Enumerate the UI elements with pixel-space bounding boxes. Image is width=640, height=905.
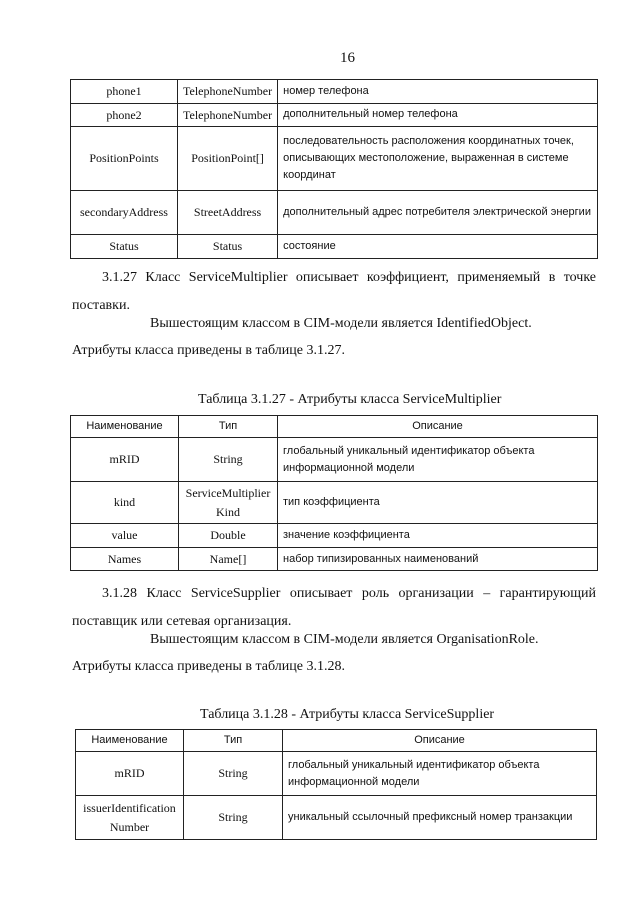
attr-name: value bbox=[71, 524, 179, 548]
table-3-1-27 bbox=[70, 415, 598, 571]
attr-type: Double bbox=[179, 524, 278, 548]
table-row bbox=[71, 438, 598, 482]
attr-description: последовательность расположения координатных точек, описывающих местоположение, выраженная в системе координат bbox=[278, 127, 598, 191]
section-paragraph: 3.1.27 Класс ServiceMultiplier описывает коэффициент, применяемый в точке поставки. bbox=[72, 270, 596, 313]
attr-name: phone2 bbox=[71, 103, 178, 127]
section-paragraph: Атрибуты класса приведены в таблице 3.1.27. bbox=[72, 343, 345, 358]
attr-description: глобальный уникальный идентификатор объекта информационной модели bbox=[283, 752, 597, 796]
column-header: Тип bbox=[184, 730, 283, 752]
attr-type: String bbox=[184, 796, 283, 840]
attr-name: Status bbox=[71, 235, 178, 259]
attr-type: Status bbox=[178, 235, 278, 259]
attr-type: ServiceMultiplierKind bbox=[179, 482, 278, 524]
attr-name: mRID bbox=[76, 752, 184, 796]
table-row bbox=[76, 796, 597, 840]
attr-name: Names bbox=[71, 547, 179, 571]
attr-type: Name[] bbox=[179, 547, 278, 571]
table-row bbox=[71, 547, 598, 571]
attr-name: kind bbox=[71, 482, 179, 524]
attr-name: phone1 bbox=[71, 80, 178, 104]
column-header: Описание bbox=[283, 730, 597, 752]
attr-description: состояние bbox=[278, 235, 598, 259]
section-paragraph: 3.1.28 Класс ServiceSupplier описывает роль организации – гарантирующий поставщик или сетевая организация. bbox=[72, 586, 596, 629]
attr-type: String bbox=[184, 752, 283, 796]
attr-description: набор типизированных наименований bbox=[278, 547, 598, 571]
table-3-1-28 bbox=[75, 729, 597, 840]
column-header: Наименование bbox=[76, 730, 184, 752]
table-row bbox=[76, 752, 597, 796]
table-row bbox=[71, 524, 598, 548]
column-header: Тип bbox=[179, 416, 278, 438]
table-row bbox=[71, 127, 598, 191]
page-number: 16 bbox=[340, 50, 355, 66]
attr-description: тип коэффициента bbox=[278, 482, 598, 524]
attr-description: дополнительный адрес потребителя электрической энергии bbox=[278, 191, 598, 235]
attr-description: номер телефона bbox=[278, 80, 598, 104]
attr-name: mRID bbox=[71, 438, 179, 482]
attr-type: TelephoneNumber bbox=[178, 103, 278, 127]
attr-type: StreetAddress bbox=[178, 191, 278, 235]
table-row bbox=[71, 103, 598, 127]
section-paragraph: Атрибуты класса приведены в таблице 3.1.28. bbox=[72, 659, 345, 674]
attr-name: PositionPoints bbox=[71, 127, 178, 191]
column-header: Описание bbox=[278, 416, 598, 438]
table-row bbox=[71, 191, 598, 235]
attr-description: значение коэффициента bbox=[278, 524, 598, 548]
table-row bbox=[71, 235, 598, 259]
attr-name: secondaryAddress bbox=[71, 191, 178, 235]
attr-name: issuerIdentificationNumber bbox=[76, 796, 184, 840]
attr-description: уникальный ссылочный префиксный номер транзакции bbox=[283, 796, 597, 840]
attr-description: дополнительный номер телефона bbox=[278, 103, 598, 127]
table-row bbox=[71, 80, 598, 104]
table-row bbox=[71, 482, 598, 524]
column-header: Наименование bbox=[71, 416, 179, 438]
attr-type: TelephoneNumber bbox=[178, 80, 278, 104]
attr-type: PositionPoint[] bbox=[178, 127, 278, 191]
table-caption: Таблица 3.1.28 - Атрибуты класса ServiceSupplier bbox=[200, 707, 495, 722]
section-paragraph: Вышестоящим классом в CIM-модели является IdentifiedObject. bbox=[150, 316, 532, 331]
table-continued bbox=[70, 79, 598, 259]
table-caption: Таблица 3.1.27 - Атрибуты класса ServiceMultiplier bbox=[198, 392, 502, 407]
attr-type: String bbox=[179, 438, 278, 482]
attr-description: глобальный уникальный идентификатор объекта информационной модели bbox=[278, 438, 598, 482]
section-paragraph: Вышестоящим классом в CIM-модели является OrganisationRole. bbox=[150, 632, 539, 647]
